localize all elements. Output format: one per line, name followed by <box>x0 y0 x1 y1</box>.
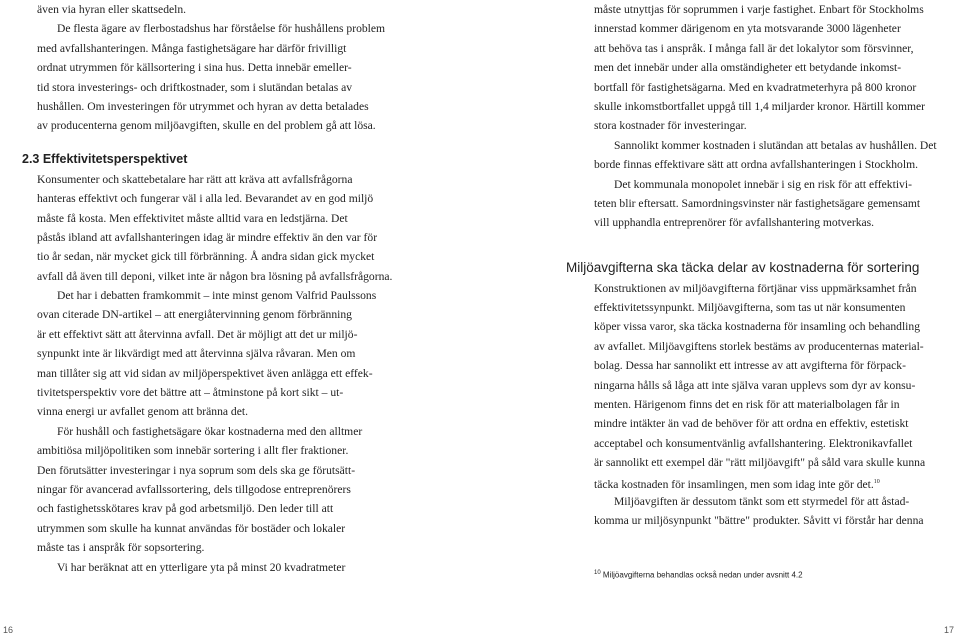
text-line: ningarna hålls så låga att inte själva varan upplevs som dyr av konsu- <box>594 378 916 392</box>
text-line: man tillåter sig att vid sidan av miljöperspektivet även anlägga ett effek- <box>37 366 373 380</box>
text-line: men det innebär under alla omständigheter ett betydande inkomst- <box>594 61 902 75</box>
text-line <box>594 473 934 492</box>
left-page-column <box>22 0 393 577</box>
text-line: påstås ibland att avfallshanteringen idag är mindre effektiv än den var för <box>37 230 378 244</box>
text-line: bolag. Dessa har sannolikt ett intresse av att avgifterna för förpack- <box>594 359 906 373</box>
text-line: hanteras effektivt och fungerar väl i alla led. Bevarandet av en god miljö <box>37 192 374 206</box>
text-line: tivitetsperspektiv vore det bättre att – åtminstone på kort sikt – ut- <box>37 386 344 400</box>
text-line: tid stora investerings- och driftkostnader, som i slutändan betalas av <box>37 80 353 94</box>
text-line: borde finnas effektivare sätt att ordna avfallshanteringen i Stockholm. <box>594 158 918 172</box>
text-line: av producenterna genom miljöavgiften, skulle en del problem gå att lösa. <box>37 119 376 133</box>
text-line: menten. Härigenom finns det en risk för att materialbolagen får in <box>594 398 900 412</box>
text-line: är sannolikt ett exempel där "rätt miljöavgift" på såld vara skulle kunna <box>594 456 926 470</box>
footnote-text: Miljöavgifterna behandlas också nedan under avsnitt 4.2 <box>602 570 803 580</box>
text-line: De flesta ägare av flerbostadshus har förståelse för hushållens problem <box>57 22 386 36</box>
text-line: Miljöavgiften är dessutom tänkt som ett styrmedel för att åstad- <box>614 494 910 508</box>
text-line: ningar för avancerad avfallssortering, dels tillgodose entreprenörers <box>37 482 351 496</box>
footnote <box>594 570 803 580</box>
text-line: Sannolikt kommer kostnaden i slutändan att betalas av hushållen. Det <box>614 138 937 152</box>
text-line: ovan citerade DN-artikel – att energiåtervinning genom förbränning <box>37 308 352 322</box>
text-line: bortfall för fastighetsägarna. Med en kvadratmeterhyra på 800 kronor <box>594 80 917 94</box>
text-line: måste få kosta. Men effektivitet måste alltid vara en ledstjärna. Det <box>37 211 348 225</box>
text-line: synpunkt inte är likvärdigt med att återvinna själva råvaran. Men om <box>37 347 356 361</box>
text-line: av avfallet. Miljöavgiftens storlek bestäms av producenternas material- <box>594 339 924 353</box>
text-line: innerstad kommer därigenom en yta motsvarande 3000 lägenheter <box>594 22 901 36</box>
section-heading: 2.3 Effektivitetsperspektivet <box>22 151 188 166</box>
text-line: ambitiösa miljöpolitiken som innebär sortering i allt fler fraktioner. <box>37 444 349 458</box>
page-number-left: 16 <box>3 625 14 635</box>
text-line: effektivitetssynpunkt. Miljöavgifterna, som tas ut när konsumenten <box>594 301 906 315</box>
text-line: acceptabel och konsumentvänlig avfallshantering. Elektronikavfallet <box>594 436 913 450</box>
text-line: är ett effektivt sätt att återvinna avfall. Det är möjligt att det ur miljö- <box>37 327 358 341</box>
text-line: köper vissa varor, ska täcka kostnaderna för insamling och behandling <box>594 320 920 334</box>
text-line: komma ur miljösynpunkt "bättre" produkter. Såvitt vi förstår har denna <box>594 514 924 528</box>
text-line: Konstruktionen av miljöavgifterna förtjänar viss uppmärksamhet från <box>594 281 917 295</box>
footnote-number: 10 <box>594 570 601 576</box>
text-line: vinna energi ur avfallet genom att bränna det. <box>37 405 248 419</box>
text-line: hushållen. Om investeringen för utrymmet och hyran av detta betalades <box>37 99 369 113</box>
text-line: med avfallshanteringen. Många fastighetsägare har därför frivilligt <box>37 41 347 55</box>
text-line: att behöva tas i anspråk. I många fall är det lokalytor som försvinner, <box>594 41 914 55</box>
text-line: mindre intäkter än vad de behöver för att ordna en effektiv, estetiskt <box>594 417 909 431</box>
text-line: utrymmen som skulle ha kunnat användas för bostäder och lokaler <box>37 521 346 535</box>
text-line: teten blir eftersatt. Samordningsvinster när fastighetsägare gemensamt <box>594 196 921 210</box>
text-line: avfall då även till deponi, vilket inte är någon bra lösning på avfallsfrågorna. <box>37 269 393 283</box>
text-line: Konsumenter och skattebetalare har rätt att kräva att avfallsfrågorna <box>37 172 353 186</box>
section-heading: Miljöavgifterna ska täcka delar av kostnaderna för sortering <box>566 259 920 275</box>
right-page-column <box>566 0 937 531</box>
text-line: Den förutsätter investeringar i nya soprum som dels ska ge förutsätt- <box>37 463 356 477</box>
text-line: måste utnyttjas för soprummen i varje fastighet. Enbart för Stockholms <box>594 3 924 16</box>
text-line: måste tas i anspråk för sopsortering. <box>37 541 205 555</box>
page-number-right: 17 <box>944 625 955 635</box>
text-fragment: täcka kostnaden för insamlingen, men som idag inte gör det. <box>594 477 874 491</box>
text-line: och fastighetsskötares krav på god arbetsmiljö. Den leder till att <box>37 502 334 516</box>
text-line: Vi har beräknat att en ytterligare yta på minst 20 kvadratmeter <box>57 560 346 574</box>
footnote-reference: 10 <box>873 478 880 485</box>
text-line: även via hyran eller skattsedeln. <box>37 3 187 16</box>
text-line: skulle inkomstbortfallet uppgå till 1,4 miljarder kronor. Härtill kommer <box>594 99 926 113</box>
text-line: För hushåll och fastighetsägare ökar kostnaderna med den alltmer <box>57 424 363 438</box>
text-line: tio år sedan, när mycket gick till förbränning. Å andra sidan gick mycket <box>37 250 375 264</box>
text-line: Det kommunala monopolet innebär i sig en risk för att effektivi- <box>614 177 912 191</box>
text-line: ordnat utrymmen för källsortering i sina hus. Detta innebär emeller- <box>37 61 352 75</box>
text-line: vill upphandla entreprenörer för avfallshantering motverkas. <box>594 216 875 230</box>
text-line: Det har i debatten framkommit – inte minst genom Valfrid Paulssons <box>57 289 377 303</box>
text-line: stora kostnader för investeringar. <box>594 119 747 133</box>
